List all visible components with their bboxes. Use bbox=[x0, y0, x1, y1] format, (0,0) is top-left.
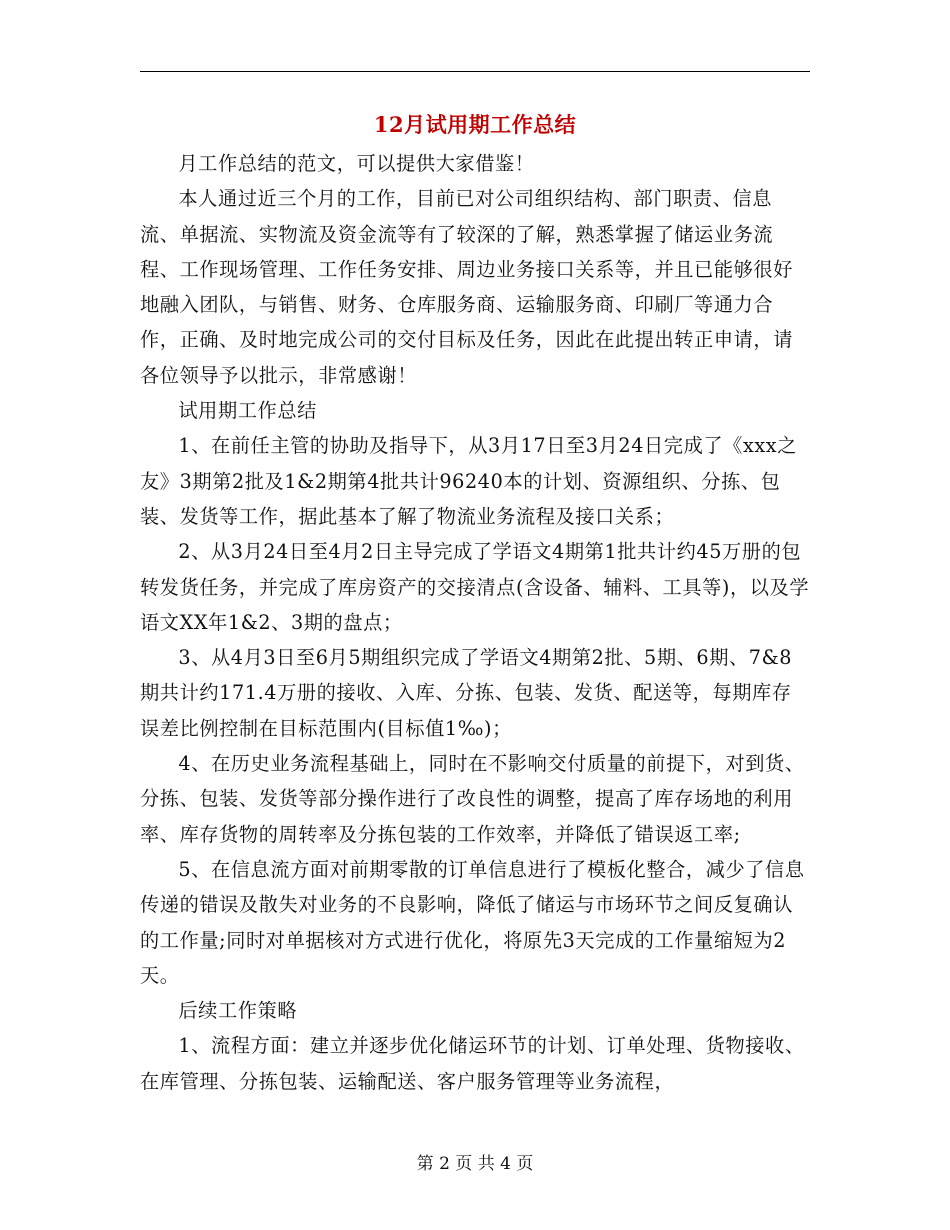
paragraph-item-1: 1、在前任主管的协助及指导下，从3月17日至3月24日完成了《xxx之友》3期第2批及1&2期第4批共计96240本的计划、资源组织、分拣、包装、发货等工作，据此基本了解了物流业务流程及接口关系； bbox=[140, 434, 797, 528]
paragraph-item-5: 5、在信息流方面对前期零散的订单信息进行了模板化整合，减少了信息传递的错误及散失对业务的不良影响，降低了储运与市场环节之间反复确认的工作量;同时对单据核对方式进行优化，将原先3天完成的工作量缩短为2天。 bbox=[140, 857, 805, 987]
paragraph-item-4: 4、在历史业务流程基础上，同时在不影响交付质量的前提下，对到货、分拣、包装、发货等部分操作进行了改良性的调整，提高了库存场地的利用率、库存货物的周转率及分拣包装的工作效率，并降低了错误返工率; bbox=[140, 752, 805, 846]
section-heading-summary: 试用期工作总结 bbox=[178, 399, 317, 423]
paragraph-strategy-1: 1、流程方面：建立并逐步优化储运环节的计划、订单处理、货物接收、在库管理、分拣包装、运输配送、客户服务管理等业务流程， bbox=[140, 1034, 805, 1093]
section-heading-strategy: 后续工作策略 bbox=[178, 999, 298, 1023]
paragraph-item-3: 3、从4月3日至6月5期组织完成了学语文4期第2批、5期、6期、7&8期共计约171.4万册的接收、入库、分拣、包装、发货、配送等，每期库存误差比例控制在目标范围内(目标值1‰)； bbox=[140, 646, 793, 740]
paragraph-application: 本人通过近三个月的工作，目前已对公司组织结构、部门职责、信息流、单据流、实物流及资金流等有了较深的了解，熟悉掌握了储运业务流程、工作现场管理、工作任务安排、周边业务接口关系等，并且已能够很好地融入团队，与销售、财务、仓库服务商、运输服务商、印刷厂等通力合作，正确、及时地完成公司的交付目标及任务，因此在此提出转正申请，请各位领导予以批示，非常感谢！ bbox=[140, 187, 793, 387]
paragraph-intro: 月工作总结的范文，可以提供大家借鉴！ bbox=[178, 152, 535, 175]
paragraph-item-2: 2、从3月24日至4月2日主导完成了学语文4期第1批共计约45万册的包转发货任务，并完成了库房资产的交接清点(含设备、辅料、工具等)，以及学语文XX年1&2、3期的盘点； bbox=[140, 540, 810, 634]
document-title: 12月试用期工作总结 bbox=[373, 112, 577, 137]
page-footer: 第 2 页 共 4 页 bbox=[416, 1154, 534, 1174]
header-rule bbox=[140, 71, 810, 72]
document-body bbox=[140, 146, 810, 1099]
